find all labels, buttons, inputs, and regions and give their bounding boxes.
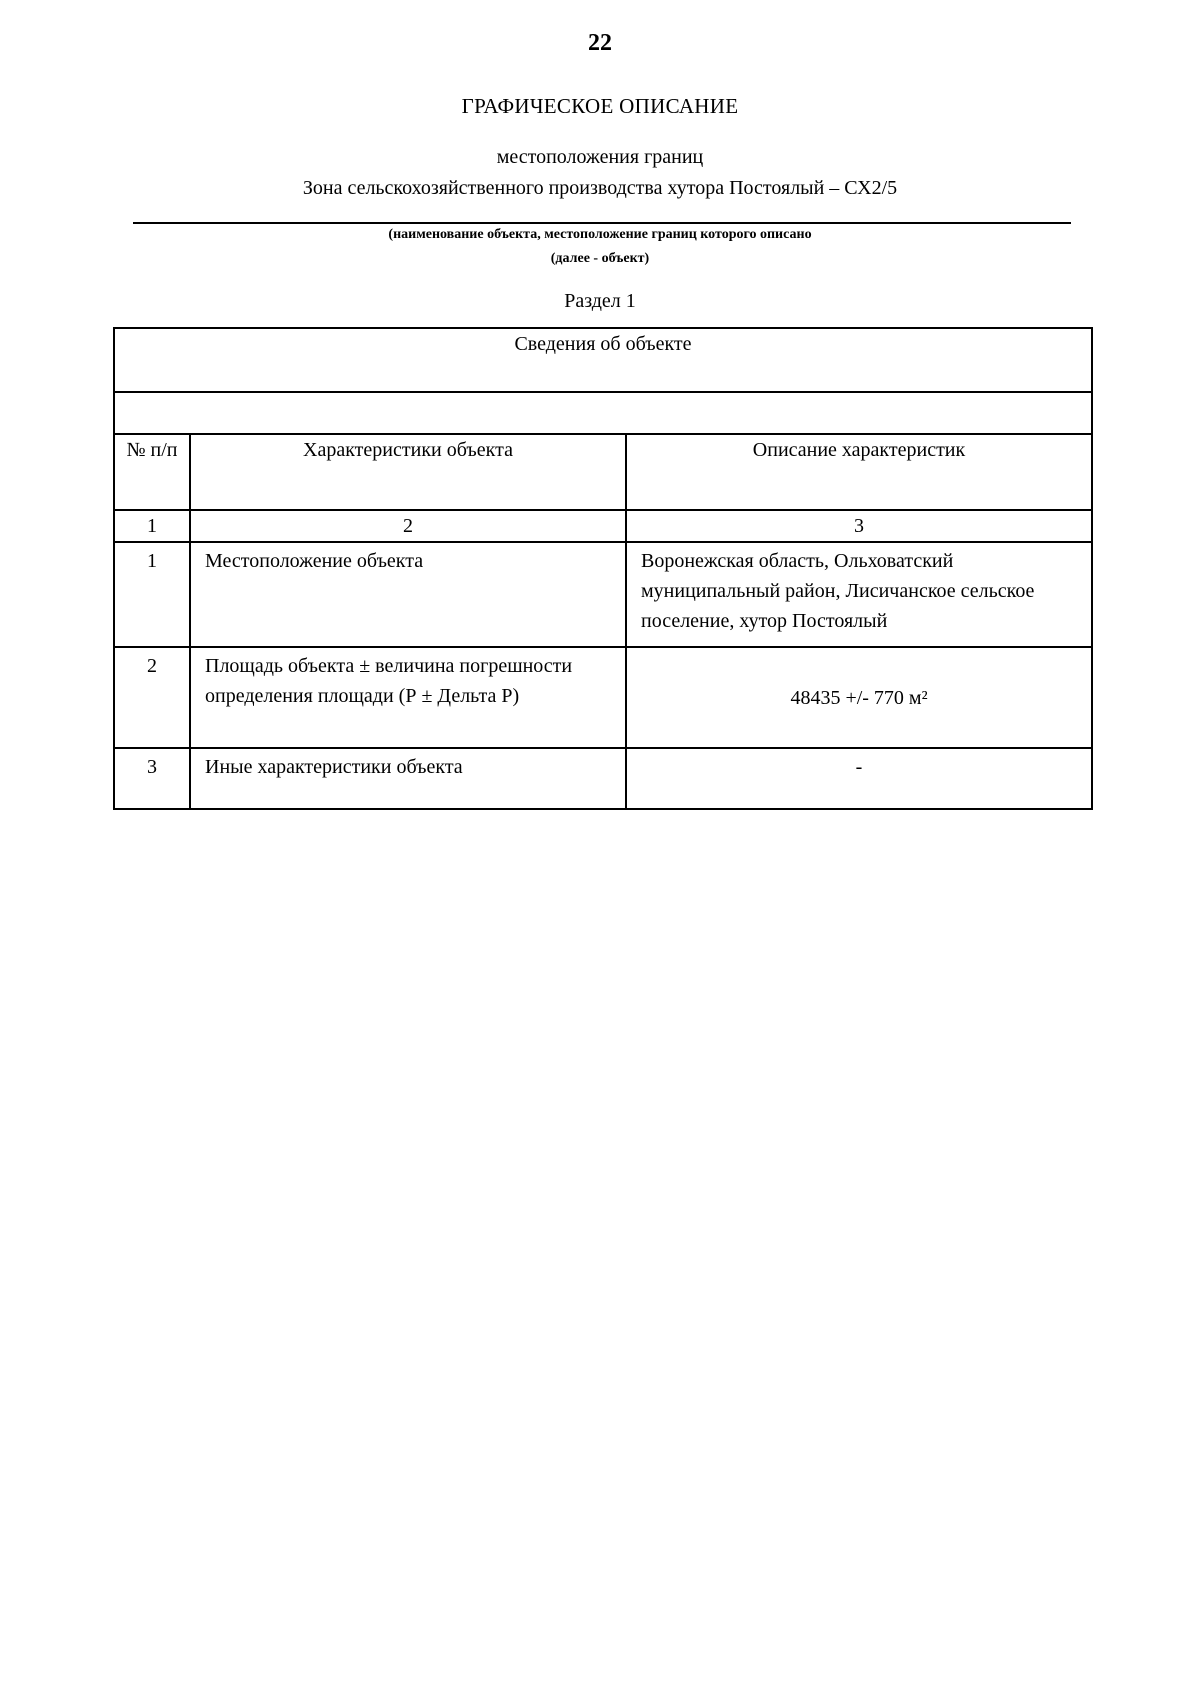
table-header-row <box>114 328 1092 392</box>
table-row <box>114 542 1092 647</box>
caption-note-line1: (наименование объекта, местоположение границ которого описано <box>388 227 812 242</box>
document-title: ГРАФИЧЕСКОЕ ОПИСАНИЕ <box>461 94 739 118</box>
column-header-description: Описание характеристик <box>626 434 1092 510</box>
column-header-num: № п/п <box>114 434 190 510</box>
column-index: 1 <box>114 510 190 542</box>
object-name: Зона сельскохозяйственного производства хутора Постоялый – СХ2/5 <box>302 177 898 199</box>
row-description: Воронежская область, Ольховатский муниципальный район, Лисичанское сельское поселение, хутор Постоялый <box>626 542 1092 647</box>
table-row <box>114 647 1092 748</box>
column-index: 3 <box>626 510 1092 542</box>
column-header-characteristic: Характеристики объекта <box>190 434 626 510</box>
row-characteristic: Иные характеристики объекта <box>190 748 626 809</box>
table-header: Сведения об объекте <box>114 328 1092 392</box>
column-index-row <box>114 510 1092 542</box>
section-heading: Раздел 1 <box>564 290 636 312</box>
row-description: 48435 +/- 770 м² <box>626 647 1092 748</box>
row-description: - <box>626 748 1092 809</box>
document-subtitle: местоположения границ <box>496 146 704 168</box>
table-row <box>114 748 1092 809</box>
column-header-row <box>114 434 1092 510</box>
row-number: 1 <box>114 542 190 647</box>
table-empty-row <box>114 392 1092 434</box>
row-characteristic: Местоположение объекта <box>190 542 626 647</box>
row-number: 3 <box>114 748 190 809</box>
caption-note-line2: (далее - объект) <box>550 251 650 266</box>
empty-cell <box>114 392 1092 434</box>
row-characteristic: Площадь объекта ± величина погрешности определения площади (Р ± Дельта Р) <box>190 647 626 748</box>
underline-divider <box>133 222 1071 224</box>
object-info-table <box>113 327 1093 810</box>
page-number: 22 <box>588 30 612 56</box>
column-index: 2 <box>190 510 626 542</box>
row-number: 2 <box>114 647 190 748</box>
